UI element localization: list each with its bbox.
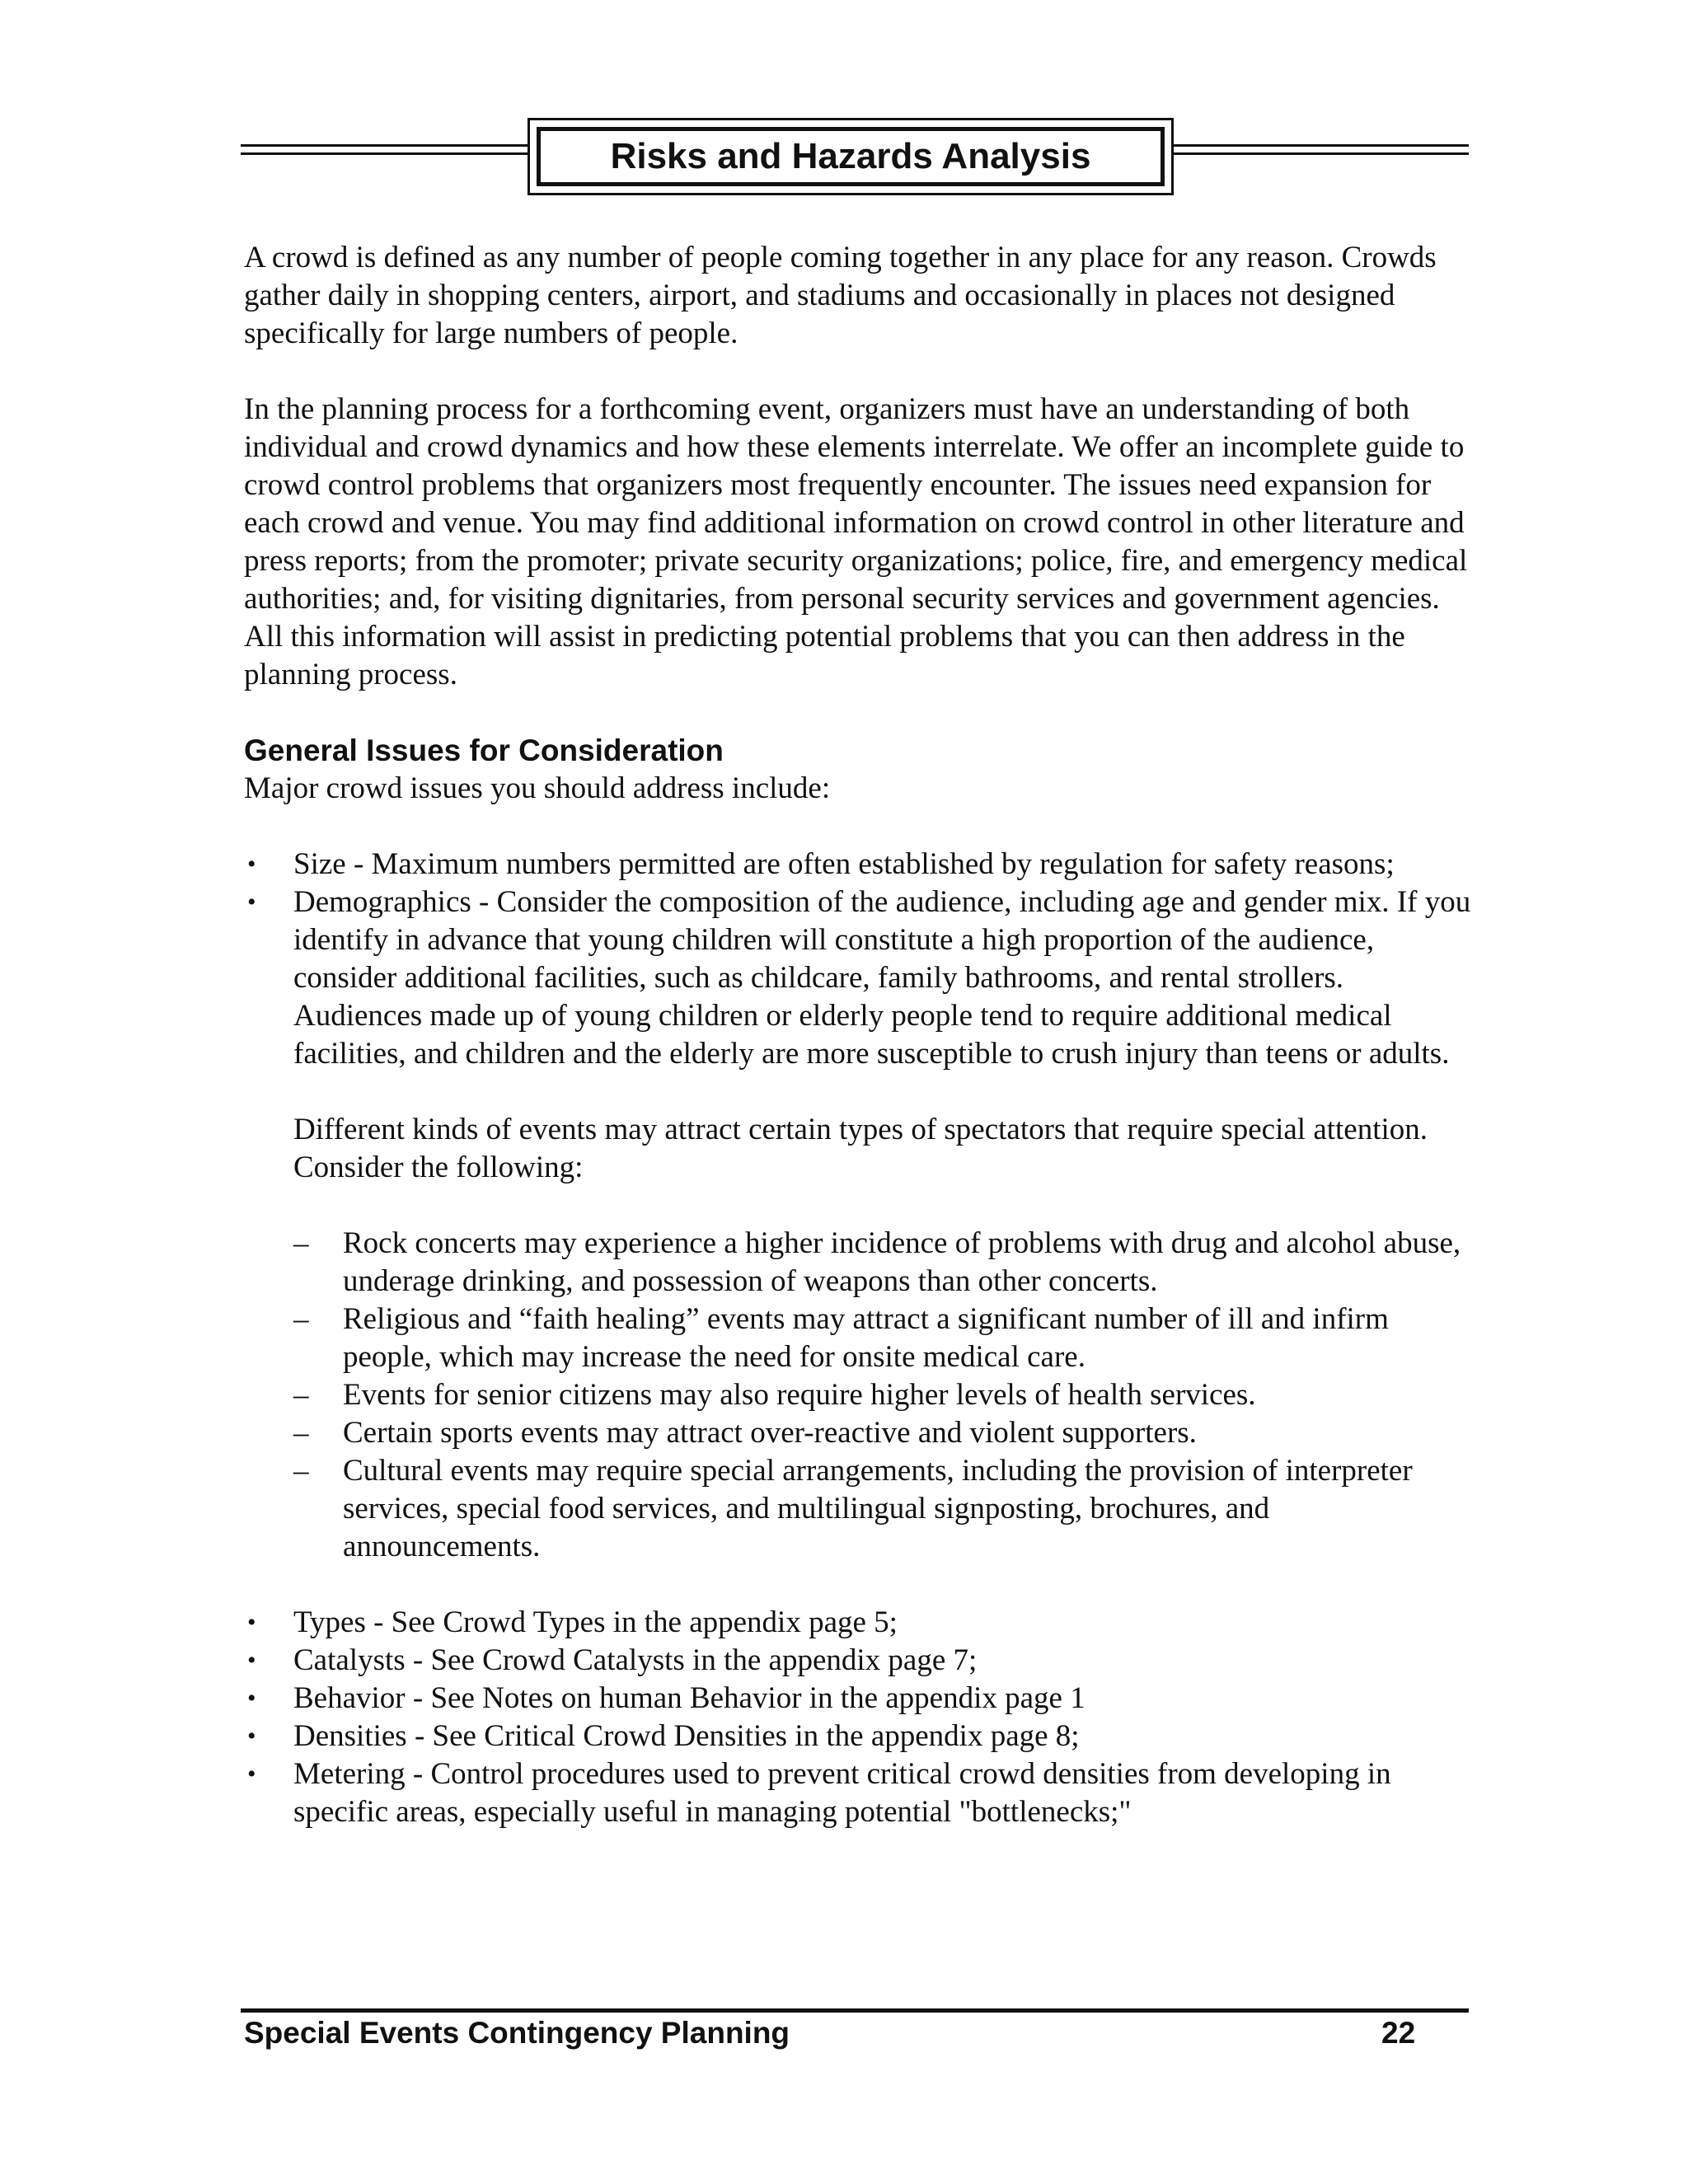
list-item-text: Metering - Control procedures used to prevent critical crowd densities from developing in specific areas, especially useful in managing potential "bottlenecks;" — [293, 1757, 1391, 1829]
footer-rule — [241, 2008, 1469, 2013]
bullet-icon: • — [247, 1647, 256, 1674]
title-box — [528, 118, 1174, 195]
bullet-icon: • — [247, 888, 256, 916]
list-item — [244, 1718, 1472, 1755]
list-item — [293, 1376, 1472, 1414]
list-item-text: Religious and “faith healing” events may attract a significant number of ill and infirm people, which may increase the need for onsite medical care. — [343, 1302, 1389, 1374]
page-title: Risks and Hazards Analysis — [610, 136, 1091, 176]
section-heading: General Issues for Consideration — [244, 733, 724, 767]
header-rule-right — [1174, 144, 1469, 155]
list-item — [293, 1225, 1472, 1301]
paragraph-planning-process: In the planning process for a forthcoming event, organizers must have an understanding of both individual and crowd dynamics and how these elements interrelate. We offer an incomplete guide to crowd control problems that organizers most frequently encounter. The issues need expansion for each crowd and venue. You may find additional information on crowd control in other literature and press reports; from the promoter; private security organizations; police, fire, and emergency medical authorities; and, for visiting dignitaries, from personal security services and government agencies. All this information will assist in predicting potential problems that you can then address in the planning process. — [244, 392, 1468, 691]
list-item-text: Catalysts - See Crowd Catalysts in the appendix page 7; — [293, 1643, 978, 1677]
list-item — [293, 1452, 1472, 1566]
list-item-text: Demographics - Consider the composition of the audience, including age and gender mix. If you identify in advance that young children will constitute a high proportion of the audience, consider additional facilities, such as childcare, family bathrooms, and rental strollers. Audiences made up of young children or elderly people tend to require additional medical facilities, and children and the elderly are more susceptible to crush injury than teens or adults. — [293, 885, 1471, 1071]
list-item-text: Rock concerts may experience a higher incidence of problems with drug and alcohol abuse, underage drinking, and possession of weapons than other concerts. — [343, 1226, 1461, 1298]
page-number: 22 — [1381, 2016, 1416, 2050]
list-item — [244, 846, 1472, 883]
dash-icon: – — [293, 1302, 309, 1336]
list-item — [244, 1680, 1472, 1718]
dash-icon: – — [293, 1454, 309, 1488]
bullet-icon: • — [247, 1609, 256, 1636]
list-item-text: Certain sports events may attract over-reactive and violent supporters. — [343, 1416, 1197, 1450]
list-item — [244, 1642, 1472, 1680]
dash-icon: – — [293, 1378, 309, 1412]
list-item — [244, 1755, 1472, 1831]
list-item-text: Cultural events may require special arrangements, including the provision of interpreter services, special food services, and multilingual signposting, brochures, and announcements. — [343, 1454, 1413, 1563]
list-item — [244, 883, 1472, 1566]
bullet-list-top — [244, 846, 1472, 1831]
list-item-text: Densities - See Critical Crowd Densities in the appendix page 8; — [293, 1719, 1080, 1753]
sub-paragraph: Different kinds of events may attract certain types of spectators that require special attention. Consider the following: — [293, 1113, 1428, 1184]
list-item — [293, 1301, 1472, 1376]
list-item — [293, 1414, 1472, 1452]
body-content — [244, 239, 1472, 1831]
list-item-text: Events for senior citizens may also require higher levels of health services. — [343, 1378, 1256, 1412]
bullet-icon: • — [247, 851, 256, 878]
list-item-text: Behavior - See Notes on human Behavior in the appendix page 1 — [293, 1681, 1085, 1715]
footer-title: Special Events Contingency Planning — [244, 2016, 790, 2050]
list-item-text: Types - See Crowd Types in the appendix page 5; — [293, 1605, 898, 1639]
bullet-icon: • — [247, 1760, 256, 1788]
header-rule-left — [241, 144, 528, 155]
bullet-icon: • — [247, 1722, 256, 1750]
title-box-inner — [537, 127, 1165, 186]
list-item-text: Size - Maximum numbers permitted are often established by regulation for safety reasons; — [293, 847, 1395, 881]
dash-icon: – — [293, 1226, 309, 1260]
dash-list — [293, 1225, 1472, 1566]
list-item — [244, 1604, 1472, 1642]
dash-icon: – — [293, 1416, 309, 1450]
paragraph-crowd-definition: A crowd is defined as any number of people coming together in any place for any reason. Crowds gather daily in shopping centers, airport, and stadiums and occasionally in places not designed specifically for large numbers of people. — [244, 241, 1437, 350]
bullet-icon: • — [247, 1685, 256, 1712]
section-intro: Major crowd issues you should address include: — [244, 771, 831, 805]
